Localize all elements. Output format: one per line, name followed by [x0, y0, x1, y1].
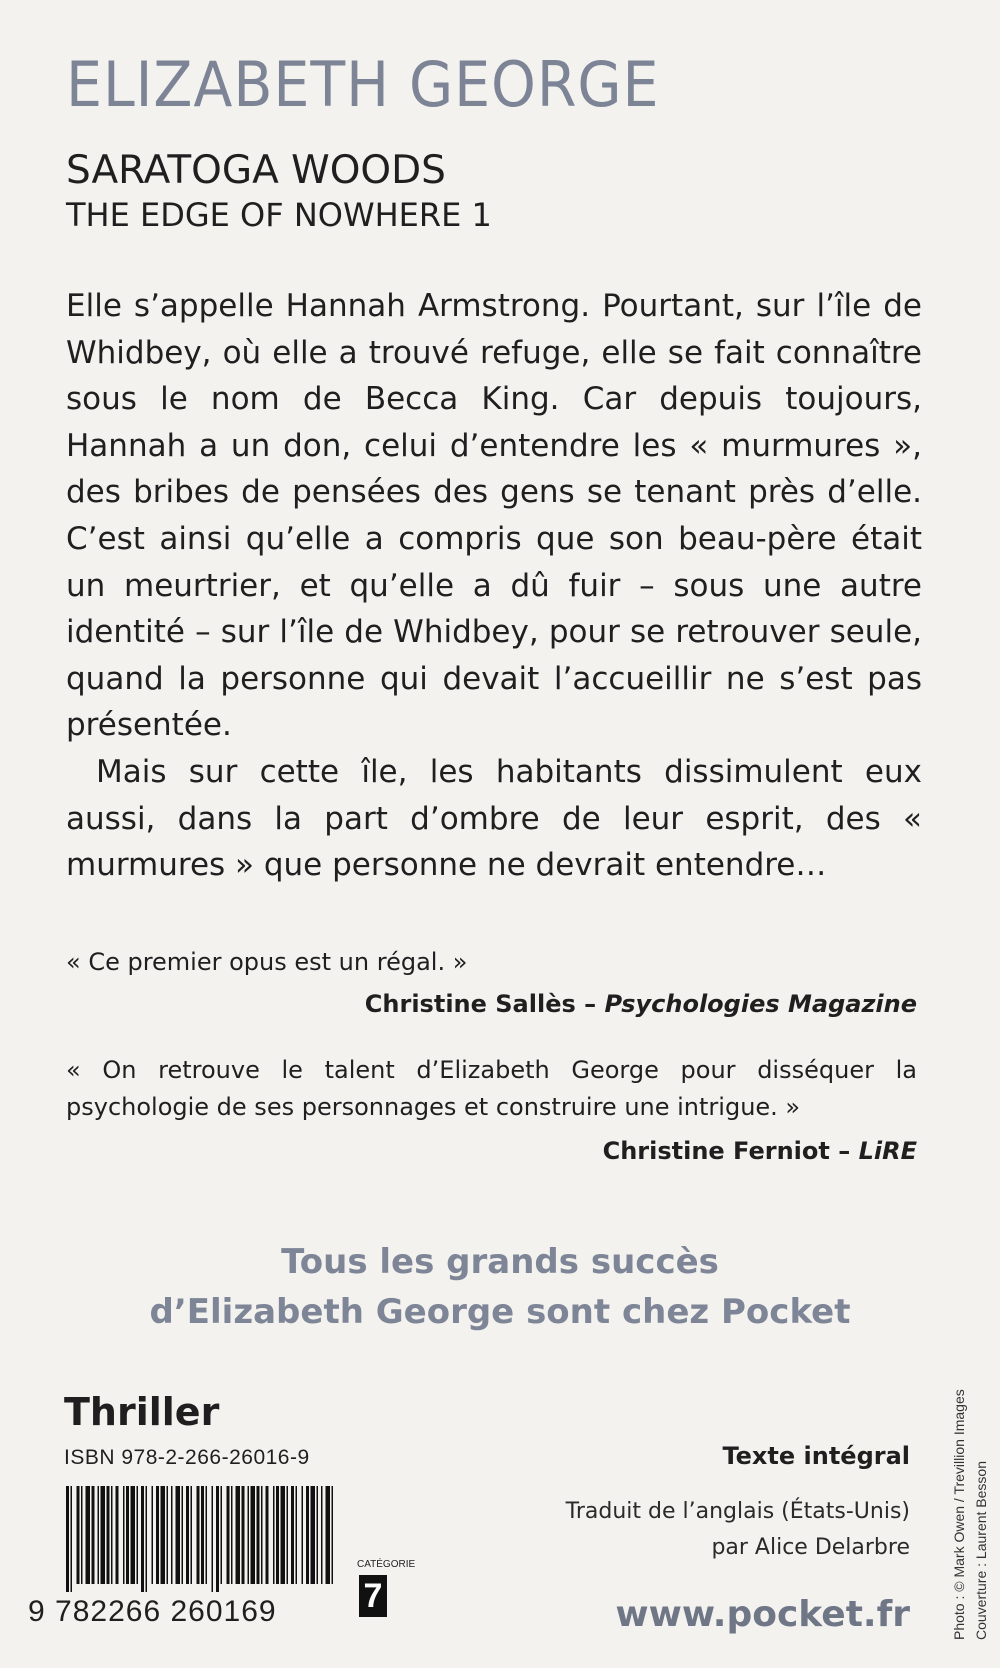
- review-quote: « On retrouve le talent d’Elizabeth George pour disséquer la psychologie de ses personnages et construire une intrigue. »: [66, 1056, 917, 1121]
- barcode-bar: [123, 1486, 125, 1584]
- barcode-bar: [107, 1486, 110, 1584]
- barcode-bar: [81, 1486, 83, 1584]
- barcode-bar: [201, 1486, 204, 1584]
- barcode-bar: [257, 1486, 260, 1584]
- barcode-bar: [137, 1486, 139, 1584]
- barcode-bar: [116, 1486, 119, 1584]
- barcode-bar: [66, 1486, 69, 1592]
- barcode-bar: [306, 1486, 309, 1584]
- barcode-bar: [86, 1486, 91, 1584]
- barcode-digits: [28, 1595, 277, 1629]
- barcode-bar: [152, 1486, 154, 1584]
- review-attribution: [365, 990, 917, 1018]
- barcode-bar: [92, 1486, 95, 1584]
- review-attribution: [603, 1137, 917, 1165]
- barcode-bar: [98, 1486, 100, 1584]
- barcode-group: 260169: [170, 1595, 277, 1628]
- review-source: LiRE: [858, 1137, 917, 1165]
- barcode-bar: [273, 1486, 275, 1584]
- barcode-bar: [221, 1486, 223, 1584]
- barcode-bar: [212, 1486, 214, 1592]
- barcode-bar: [167, 1486, 169, 1584]
- reviewer-name: Christine Ferniot: [602, 1137, 830, 1165]
- barcode-bar: [227, 1486, 230, 1584]
- barcode-bar: [77, 1486, 80, 1584]
- barcode-bar: [302, 1486, 304, 1584]
- promo-banner: [0, 1237, 1000, 1337]
- reviewer-name: Christine Sallès: [364, 990, 576, 1018]
- barcode-bar: [248, 1486, 250, 1584]
- barcode-bar: [176, 1486, 181, 1584]
- promo-line: d’Elizabeth George sont chez Pocket: [149, 1292, 851, 1332]
- publisher-website: www.pocket.fr: [615, 1594, 910, 1635]
- category-label: CATÉGORIE: [357, 1559, 416, 1570]
- barcode-bar: [242, 1486, 245, 1584]
- barcode-bar: [141, 1486, 144, 1592]
- barcode-group: 782266: [55, 1595, 162, 1628]
- isbn-text: ISBN 978-2-266-26016-9: [64, 1446, 310, 1469]
- barcode-bar: [71, 1486, 73, 1592]
- translation-line: par Alice Delarbre: [711, 1535, 910, 1560]
- barcode-bar: [261, 1486, 263, 1584]
- barcode-bar: [311, 1486, 316, 1584]
- barcode-bar: [182, 1486, 184, 1584]
- barcode-bar: [111, 1486, 113, 1584]
- promo-line: Tous les grands succès: [281, 1242, 719, 1282]
- barcode-bar: [216, 1486, 219, 1592]
- barcode-bar: [321, 1486, 323, 1584]
- barcode-first-digit: 9: [28, 1595, 46, 1628]
- genre-label: Thriller: [64, 1390, 220, 1434]
- image-credits: [948, 1389, 992, 1640]
- barcode-bar: [332, 1486, 334, 1584]
- attribution-separator: –: [575, 990, 605, 1018]
- photo-credit: Photo : © Mark Owen / Trevillion Images: [951, 1389, 967, 1640]
- barcode-bar: [126, 1486, 129, 1584]
- barcode-bar: [231, 1486, 233, 1584]
- unabridged-label: Texte intégral: [722, 1442, 910, 1470]
- translation-credit: [566, 1494, 910, 1566]
- barcode-bar: [131, 1486, 136, 1584]
- barcode-image: [66, 1486, 336, 1592]
- barcode-bar: [287, 1486, 289, 1584]
- barcode-bar: [276, 1486, 279, 1584]
- book-title: SARATOGA WOODS: [66, 148, 446, 193]
- series-subtitle: THE EDGE OF NOWHERE 1: [66, 196, 492, 234]
- synopsis-paragraph: Mais sur cette île, les habitants dissimulent eux aussi, dans la part d’ombre de leur esprit, des « murmures » que personne ne devrait entendre…: [66, 753, 922, 884]
- barcode-bar: [317, 1486, 319, 1584]
- barcode-bar: [146, 1486, 148, 1592]
- review-quote: « Ce premier opus est un régal. »: [66, 948, 468, 976]
- category-badge: 7: [359, 1575, 387, 1617]
- barcode-bar: [156, 1486, 159, 1584]
- barcode-bar: [101, 1486, 106, 1584]
- synopsis: [66, 283, 922, 889]
- review-source: Psychologies Magazine: [604, 990, 917, 1018]
- barcode-bar: [171, 1486, 173, 1584]
- translation-line: Traduit de l’anglais (États-Unis): [565, 1499, 910, 1524]
- synopsis-paragraph: Elle s’appelle Hannah Armstrong. Pourtant, sur l’île de Whidbey, où elle a trouvé refuge, elle se fait connaître sous le nom de Becca King. Car depuis toujours, Hannah a un don, celui d’entendre les « murmures », des bribes de pensées des gens se tenant près d’elle. C’est ainsi qu’elle a compris que son beau-père était un meurtrier, et qu’elle a dû fuir – sous une autre identité – sur l’île de Whidbey, pour se retrouver seule, quand la personne qui devait l’accueillir ne s’est pas présentée.: [66, 288, 922, 744]
- barcode-bar: [326, 1486, 331, 1584]
- barcode-bar: [197, 1486, 200, 1584]
- barcode-bar: [206, 1486, 208, 1584]
- barcode-bar: [186, 1486, 189, 1584]
- cover-credit: Couverture : Laurent Besson: [973, 1461, 989, 1640]
- barcode-bar: [291, 1486, 294, 1584]
- author-name: ELIZABETH GEORGE: [66, 48, 660, 121]
- barcode-bar: [251, 1486, 256, 1584]
- barcode-bar: [236, 1486, 241, 1584]
- barcode-bar: [191, 1486, 193, 1584]
- barcode-bar: [266, 1486, 269, 1584]
- barcode-bar: [161, 1486, 166, 1584]
- barcode-bar: [296, 1486, 298, 1584]
- attribution-separator: –: [829, 1137, 859, 1165]
- barcode-bar: [281, 1486, 286, 1584]
